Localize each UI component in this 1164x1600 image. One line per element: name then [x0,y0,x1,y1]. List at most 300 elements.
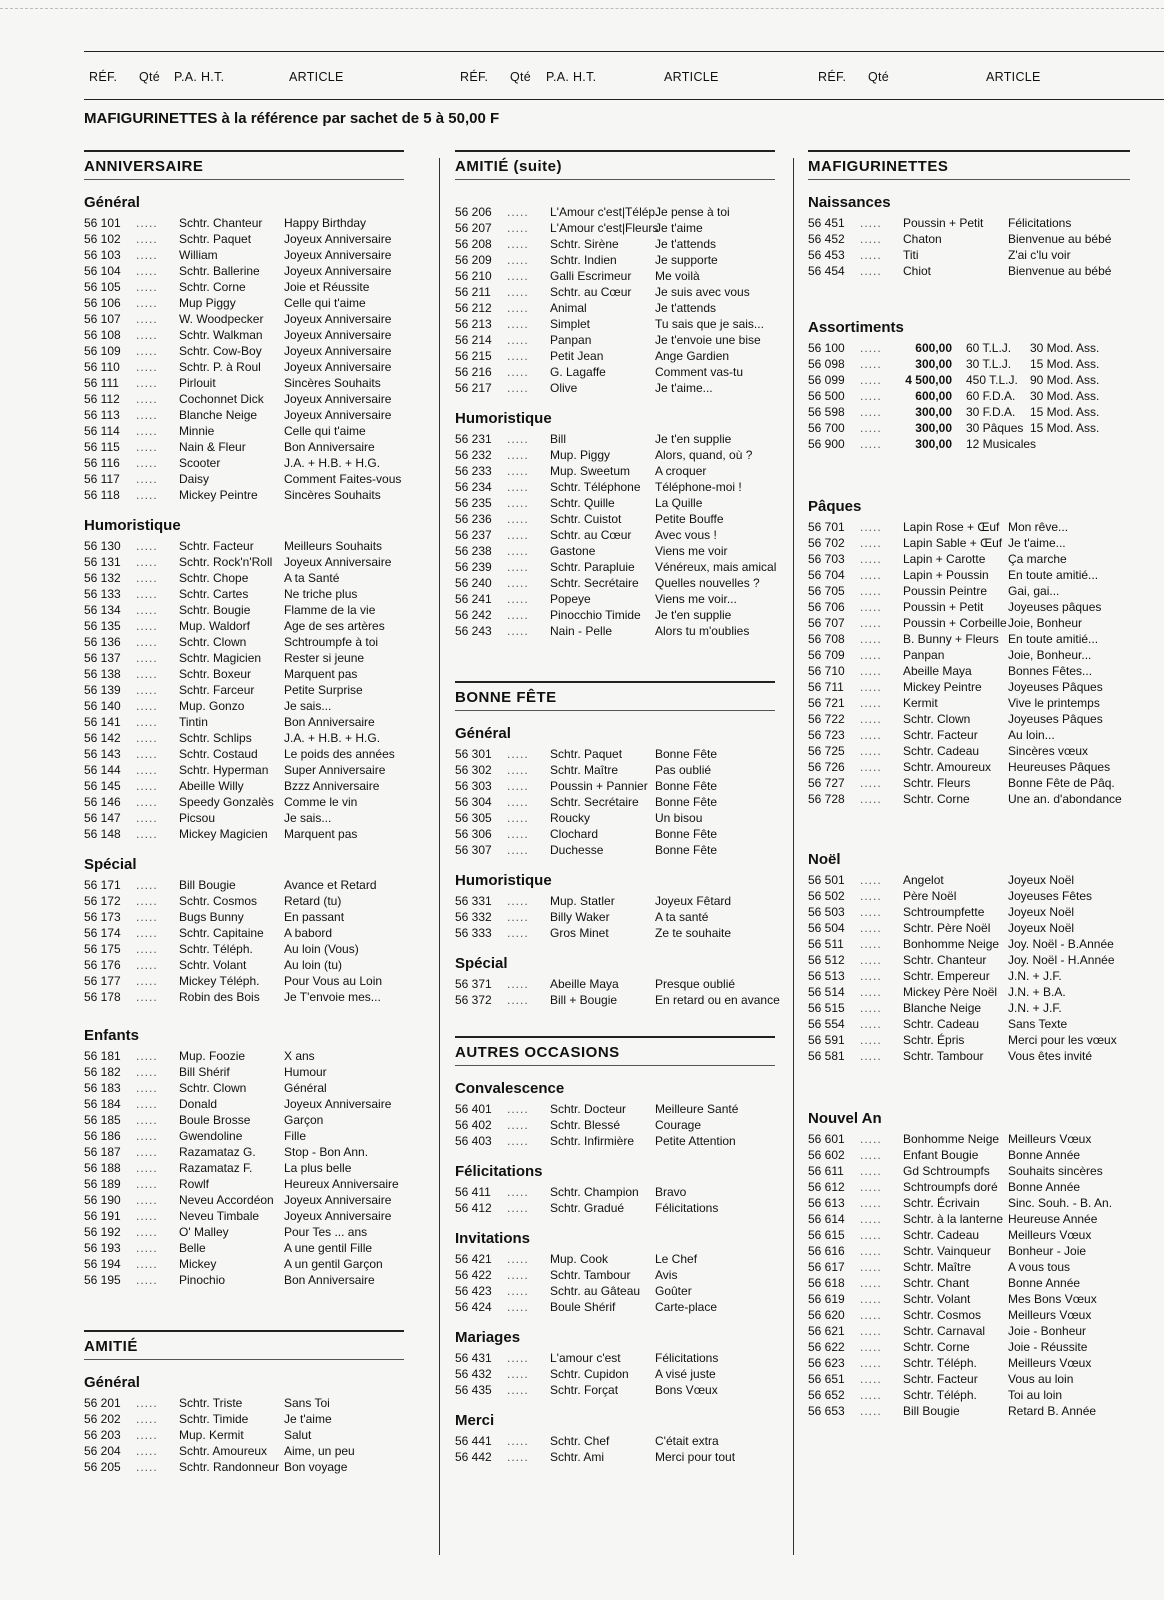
article-text: Joyeux Fêtard [655,894,732,908]
reference-number: 56 098 [808,357,845,371]
article-figure: Schtr. Chope [179,571,249,585]
leader-dots: ..... [860,744,882,758]
reference-number: 56 301 [455,747,492,761]
catalog-row [84,455,404,471]
leader-dots: ..... [136,974,158,988]
article-text: Joie - Bonheur [1008,1324,1087,1338]
article-figure: Schtr. Paquet [550,747,623,761]
article-figure: L'Amour c'est|Télép. [550,205,659,219]
article-text: Bonne Fête de Pâq. [1008,776,1115,790]
catalog-row [84,538,404,554]
article-text: Bon Anniversaire [284,715,375,729]
catalog-row [808,615,1130,631]
catalog-row [84,311,404,327]
reference-number: 56 237 [455,528,492,542]
catalog-row [84,893,404,909]
catalog-row [84,714,404,730]
article-text: C'était extra [655,1434,719,1448]
article-figure: Schtr. Amoureux [903,760,992,774]
catalog-row [808,631,1130,647]
article-figure: Lapin + Poussin [903,568,989,582]
catalog-row [84,247,404,263]
catalog-row [808,215,1130,231]
leader-dots: ..... [860,1324,882,1338]
reference-number: 56 145 [84,779,121,793]
assortment-models: 15 Mod. Ass. [1030,421,1100,435]
article-figure: Scooter [179,456,221,470]
reference-number: 56 435 [455,1383,492,1397]
article-text: Toi au loin [1008,1388,1063,1402]
reference-number: 56 512 [808,953,845,967]
assortment-quantity: 12 Musicales [966,437,1037,451]
article-text: Fille [284,1129,307,1143]
article-figure: W. Woodpecker [179,312,264,326]
article-text: En toute amitié... [1008,568,1099,582]
article-figure: Abeille Maya [903,664,972,678]
leader-dots: ..... [860,1404,882,1418]
article-figure: Gwendoline [179,1129,243,1143]
price-ht: 300,00 [915,357,952,371]
group-title: Général [84,1374,140,1391]
article-text: Aime, un peu [284,1444,355,1458]
article-figure: Schtr. Père Noël [903,921,991,935]
reference-number: 56 234 [455,480,492,494]
header-rule-top [84,51,1164,52]
reference-number: 56 621 [808,1324,845,1338]
article-figure: Schtr. Chanteur [179,216,263,230]
reference-number: 56 137 [84,651,121,665]
leader-dots: ..... [507,592,529,606]
article-figure: Pirlouit [179,376,216,390]
article-figure: Daisy [179,472,210,486]
article-figure: Poussin + Petit [903,600,984,614]
header-rule-bottom [84,99,1164,100]
catalog-row [455,1350,775,1366]
catalog-row [455,431,775,447]
reference-number: 56 619 [808,1292,845,1306]
leader-dots: ..... [136,667,158,681]
reference-number: 56 403 [455,1134,492,1148]
leader-dots: ..... [507,1252,529,1266]
article-text: Joyeux Noël [1008,921,1075,935]
catalog-row [808,679,1130,695]
article-text: A une gentil Fille [284,1241,373,1255]
article-text: Joie, Bonheur... [1008,648,1092,662]
article-text: Joyeux Anniversaire [284,1097,392,1111]
article-text: Joy. Noël - B.Année [1008,937,1114,951]
group-title: Félicitations [455,1163,543,1180]
reference-number: 56 243 [455,624,492,638]
reference-number: 56 333 [455,926,492,940]
catalog-row [84,682,404,698]
reference-number: 56 307 [455,843,492,857]
article-text: J.A. + H.B. + H.G. [284,456,381,470]
article-text: Meilleurs Souhaits [284,539,383,553]
reference-number: 56 703 [808,552,845,566]
article-text: Le Chef [655,1252,698,1266]
catalog-row [84,487,404,503]
article-text: Avis [655,1268,678,1282]
article-text: Happy Birthday [284,216,367,230]
catalog-row [84,730,404,746]
article-figure: Schtr. Quille [550,496,615,510]
article-text: Vénéreux, mais amical [655,560,777,574]
article-figure: Enfant Bougie [903,1148,979,1162]
catalog-row [808,1211,1130,1227]
article-figure: Olive [550,381,578,395]
article-text: Humour [284,1065,327,1079]
reference-number: 56 723 [808,728,845,742]
catalog-row [84,1160,404,1176]
catalog-row [84,1443,404,1459]
article-figure: Neveu Timbale [179,1209,260,1223]
article-text: Vous êtes invité [1008,1049,1093,1063]
catalog-row [455,810,775,826]
reference-number: 56 231 [455,432,492,446]
reference-number: 56 515 [808,1001,845,1015]
article-text: Goûter [655,1284,692,1298]
leader-dots: ..... [136,1113,158,1127]
catalog-row [808,759,1130,775]
leader-dots: ..... [860,1017,882,1031]
article-text: J.A. + H.B. + H.G. [284,731,381,745]
catalog-row [808,1291,1130,1307]
reference-number: 56 700 [808,421,845,435]
reference-number: 56 191 [84,1209,121,1223]
header-ref: RÉF. [818,70,847,84]
catalog-row [455,1299,775,1315]
article-text: Heureuses Pâques [1008,760,1111,774]
catalog-row [84,263,404,279]
reference-number: 56 453 [808,248,845,262]
reference-number: 56 725 [808,744,845,758]
reference-number: 56 131 [84,555,121,569]
catalog-row [455,348,775,364]
leader-dots: ..... [507,464,529,478]
section-1-1 [455,681,780,1008]
catalog-row [455,762,775,778]
price-ht: 600,00 [915,341,952,355]
reference-number: 56 186 [84,1129,121,1143]
leader-dots: ..... [860,873,882,887]
assortment-models: 90 Mod. Ass. [1030,373,1100,387]
catalog-row [455,976,775,992]
section-title: MAFIGURINETTES [808,150,1130,180]
leader-dots: ..... [507,205,529,219]
article-figure: Mickey Téléph. [179,974,260,988]
reference-number: 56 702 [808,536,845,550]
leader-dots: ..... [507,528,529,542]
assortment-quantity: 60 T.L.J. [966,341,1012,355]
reference-number: 56 141 [84,715,121,729]
article-text: Bonne Année [1008,1148,1081,1162]
article-figure: Mup Piggy [179,296,236,310]
article-text: Joie, Bonheur [1008,616,1083,630]
reference-number: 56 611 [808,1164,844,1178]
leader-dots: ..... [136,747,158,761]
leader-dots: ..... [860,696,882,710]
reference-number: 56 114 [84,424,120,438]
article-figure: Schtr. Corne [903,792,970,806]
leader-dots: ..... [860,680,882,694]
article-text: Joyeux Anniversaire [284,1193,392,1207]
reference-number: 56 100 [808,341,845,355]
article-text: Souhaits sincères [1008,1164,1103,1178]
article-figure: Schtr. Secrétaire [550,795,639,809]
catalog-row [808,340,1130,356]
catalog-row [84,1240,404,1256]
catalog-row [84,343,404,359]
leader-dots: ..... [507,795,529,809]
article-text: Petite Attention [655,1134,736,1148]
reference-number: 56 143 [84,747,121,761]
leader-dots: ..... [507,1450,529,1464]
catalog-row [455,1117,775,1133]
article-figure: Schtr. au Cœur [550,528,632,542]
reference-number: 56 192 [84,1225,121,1239]
catalog-row [455,607,775,623]
article-text: Carte-place [655,1300,718,1314]
article-figure: Animal [550,301,587,315]
leader-dots: ..... [136,619,158,633]
catalog-row [455,1101,775,1117]
leader-dots: ..... [136,1460,158,1474]
article-text: Je t'aime [655,221,703,235]
article-text: Au loin (Vous) [284,942,359,956]
article-text: Meilleurs Vœux [1008,1132,1092,1146]
leader-dots: ..... [860,232,882,246]
article-figure: Tintin [179,715,208,729]
catalog-row [455,909,775,925]
reference-number: 56 238 [455,544,492,558]
article-figure: Schtr. Cartes [179,587,249,601]
leader-dots: ..... [136,555,158,569]
leader-dots: ..... [507,448,529,462]
article-text: Bzzz Anniversaire [284,779,380,793]
reference-number: 56 236 [455,512,492,526]
reference-number: 56 612 [808,1180,845,1194]
article-figure: Schtr. Randonneur [179,1460,280,1474]
leader-dots: ..... [860,1260,882,1274]
article-text: Joie - Réussite [1008,1340,1088,1354]
reference-number: 56 205 [84,1460,121,1474]
article-text: Alors, quand, où ? [655,448,753,462]
leader-dots: ..... [136,811,158,825]
article-figure: Schtr. Cadeau [903,1228,980,1242]
leader-dots: ..... [136,1412,158,1426]
article-figure: Chaton [903,232,942,246]
catalog-row [808,388,1130,404]
header-pah: P.A. H.T. [546,70,597,84]
catalog-row [808,936,1130,952]
article-figure: Mup. Foozie [179,1049,246,1063]
article-figure: Pinochio [179,1273,226,1287]
reference-number: 56 722 [808,712,845,726]
leader-dots: ..... [507,349,529,363]
leader-dots: ..... [860,520,882,534]
leader-dots: ..... [507,1201,529,1215]
catalog-row [84,909,404,925]
reference-number: 56 203 [84,1428,121,1442]
article-text: La plus belle [284,1161,352,1175]
article-text: Vous au loin [1008,1372,1074,1386]
catalog-row [808,647,1130,663]
article-text: Je sais... [284,699,332,713]
article-figure: Titi [903,248,919,262]
article-figure: Schtr. Clown [903,712,971,726]
catalog-row [84,941,404,957]
article-text: Meilleurs Vœux [1008,1356,1092,1370]
leader-dots: ..... [136,344,158,358]
leader-dots: ..... [507,496,529,510]
article-figure: Schtr. Corne [903,1340,970,1354]
article-figure: Mup. Cook [550,1252,609,1266]
catalog-row [84,1395,404,1411]
article-figure: Schtr. Fleurs [903,776,971,790]
leader-dots: ..... [136,731,158,745]
catalog-row [808,1243,1130,1259]
leader-dots: ..... [136,1396,158,1410]
article-text: Joyeux Anniversaire [284,408,392,422]
catalog-row [84,1128,404,1144]
leader-dots: ..... [136,942,158,956]
catalog-row [455,1283,775,1299]
group-title: Humoristique [455,410,552,427]
leader-dots: ..... [507,333,529,347]
reference-number: 56 209 [455,253,492,267]
leader-dots: ..... [507,1102,529,1116]
article-figure: Schtr. Walkman [179,328,263,342]
reference-number: 56 303 [455,779,492,793]
leader-dots: ..... [507,827,529,841]
article-figure: Schtr. à la lanterne [903,1212,1004,1226]
leader-dots: ..... [136,827,158,841]
reference-number: 56 401 [455,1102,492,1116]
article-text: Bon voyage [284,1460,348,1474]
reference-number: 56 212 [455,301,492,315]
reference-number: 56 704 [808,568,845,582]
article-text: A un gentil Garçon [284,1257,383,1271]
catalog-row [84,762,404,778]
catalog-row [808,663,1130,679]
reference-number: 56 306 [455,827,492,841]
article-text: Sans Texte [1008,1017,1068,1031]
leader-dots: ..... [136,1145,158,1159]
leader-dots: ..... [136,1049,158,1063]
article-figure: Mup. Statler [550,894,615,908]
article-figure: Schtr. Infirmière [550,1134,635,1148]
article-text: J.N. + J.F. [1008,1001,1062,1015]
reference-number: 56 601 [808,1132,845,1146]
leader-dots: ..... [136,424,158,438]
price-ht: 300,00 [915,437,952,451]
leader-dots: ..... [860,1244,882,1258]
catalog-row [455,316,775,332]
article-figure: Poussin Peintre [903,584,988,598]
reference-number: 56 189 [84,1177,121,1191]
article-figure: Schtr. Carnaval [903,1324,986,1338]
leader-dots: ..... [136,296,158,310]
article-text: Celle qui t'aime [284,296,366,310]
leader-dots: ..... [860,1180,882,1194]
reference-number: 56 554 [808,1017,845,1031]
article-figure: Schtr. Clown [179,1081,247,1095]
article-text: Meilleurs Vœux [1008,1308,1092,1322]
article-figure: Poussin + Pannier [550,779,648,793]
reference-number: 56 432 [455,1367,492,1381]
article-figure: Schtr. Corne [179,280,246,294]
assortment-quantity: 30 Pâques [966,421,1024,435]
reference-number: 56 116 [84,456,120,470]
catalog-row [84,1411,404,1427]
reference-number: 56 235 [455,496,492,510]
reference-number: 56 581 [808,1049,845,1063]
article-text: Félicitations [655,1351,719,1365]
article-figure: Schtr. Hyperman [179,763,269,777]
article-figure: Mup. Kermit [179,1428,244,1442]
leader-dots: ..... [507,779,529,793]
catalog-row [808,1387,1130,1403]
leader-dots: ..... [507,317,529,331]
leader-dots: ..... [136,1081,158,1095]
reference-number: 56 195 [84,1273,121,1287]
article-text: A ta santé [655,910,709,924]
reference-number: 56 240 [455,576,492,590]
leader-dots: ..... [507,285,529,299]
catalog-row [808,247,1130,263]
reference-number: 56 331 [455,894,492,908]
catalog-row [455,1366,775,1382]
article-text: Félicitations [1008,216,1072,230]
catalog-row [84,231,404,247]
reference-number: 56 113 [84,408,120,422]
article-text: Téléphone-moi ! [655,480,742,494]
leader-dots: ..... [860,264,882,278]
catalog-column-1 [84,150,404,1475]
leader-dots: ..... [136,699,158,713]
article-figure: Schtr. Chant [903,1276,970,1290]
article-figure: Speedy Gonzalès [179,795,274,809]
article-figure: Bill + Bougie [550,993,618,1007]
leader-dots: ..... [136,763,158,777]
leader-dots: ..... [860,600,882,614]
article-figure: Duchesse [550,843,604,857]
article-figure: Rowlf [179,1177,210,1191]
leader-dots: ..... [507,1268,529,1282]
article-text: Sincères Souhaits [284,488,381,502]
catalog-row [84,925,404,941]
article-text: Joyeux Noël [1008,905,1075,919]
article-text: Bienvenue au bébé [1008,232,1112,246]
article-text: Sans Toi [284,1396,330,1410]
catalog-row [808,1275,1130,1291]
catalog-row [455,575,775,591]
catalog-row [84,989,404,1005]
leader-dots: ..... [860,648,882,662]
leader-dots: ..... [136,1161,158,1175]
leader-dots: ..... [136,1193,158,1207]
article-figure: Lapin Rose + Œuf [903,520,1000,534]
reference-number: 56 206 [455,205,492,219]
leader-dots: ..... [136,990,158,1004]
catalog-row [808,1163,1130,1179]
leader-dots: ..... [860,1372,882,1386]
catalog-row [455,746,775,762]
article-figure: Galli Escrimeur [550,269,632,283]
reference-number: 56 233 [455,464,492,478]
article-figure: Schtr. Champion [550,1185,639,1199]
header-qte: Qté [510,70,532,84]
